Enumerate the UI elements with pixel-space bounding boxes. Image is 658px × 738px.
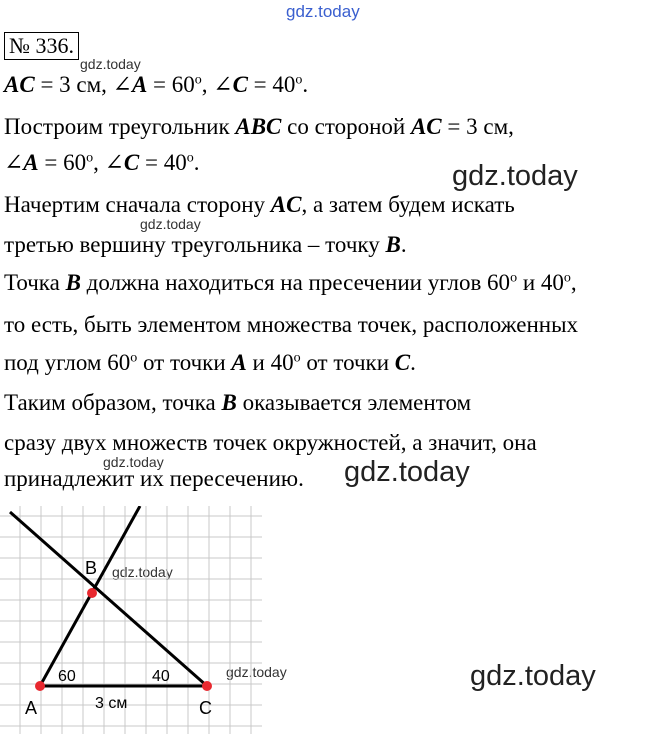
text-part: ∠: [4, 150, 24, 175]
text-part: = 3 см, ∠: [34, 72, 132, 97]
segment-ac: AC: [270, 192, 302, 217]
text-part: от точки: [137, 350, 232, 375]
text-part: , а затем будем искать: [301, 192, 515, 217]
text-part: .: [410, 350, 416, 375]
text-part: = 60: [38, 150, 87, 175]
text-part: , ∠: [201, 72, 233, 97]
text-line-9: [4, 390, 471, 416]
text-part: = 3 см,: [441, 114, 514, 139]
side-length-label: 3 см: [95, 695, 128, 712]
text-line-8: [4, 350, 416, 376]
vertex-a: A: [131, 72, 148, 97]
segment-ac: AC: [410, 114, 442, 139]
vertex-b: B: [385, 232, 401, 257]
watermark-top: gdz.today: [286, 2, 360, 21]
text-part: оказывается элементом: [236, 390, 472, 415]
text-part: = 60: [147, 72, 195, 97]
text-part: ,: [570, 270, 577, 295]
label-a: A: [25, 698, 38, 718]
triangle-figure: [0, 506, 262, 734]
ray-from-c: [10, 512, 207, 686]
watermark-big-2: gdz.today: [344, 456, 470, 488]
text-part: и 40: [517, 270, 564, 295]
text-part: .: [400, 232, 407, 257]
watermark-small-1: gdz.today: [80, 56, 141, 72]
text-line-11: принадлежит их пересечению.: [4, 466, 304, 491]
label-b: B: [85, 558, 98, 578]
text-part: должна находиться на пресечении углов 60: [80, 270, 511, 295]
text-part: и 40: [246, 350, 294, 375]
text-part: со стороной: [281, 114, 411, 139]
text-part: третью вершину треугольника – точку: [4, 232, 386, 257]
degree-mark: o: [194, 72, 202, 88]
text-part: Построим треугольник: [4, 114, 236, 139]
text-part: = 40: [247, 72, 296, 97]
text-line-10: сразу двух множеств точек окружностей, а значит, она: [4, 430, 537, 455]
text-line-5: [4, 232, 407, 258]
text-part: от точки: [300, 350, 395, 375]
text-line-4: [4, 192, 515, 218]
segment-ac: AC: [4, 72, 35, 97]
triangle-abc: ABC: [235, 114, 282, 139]
text-line-6: [4, 270, 577, 296]
degree-mark: o: [563, 270, 571, 286]
problem-number: № 336.: [4, 32, 79, 60]
degree-mark: o: [295, 72, 303, 88]
degree-mark: o: [130, 350, 138, 366]
text-part: Точка: [4, 270, 66, 295]
text-line-7: то есть, быть элементом множества точек, расположенных: [4, 312, 579, 337]
degree-mark: o: [186, 150, 194, 166]
vertex-c: C: [394, 350, 411, 375]
vertex-a: A: [231, 350, 247, 375]
text-part: .: [193, 150, 200, 175]
text-part: , ∠: [93, 150, 124, 175]
text-part: Начертим сначала сторону: [4, 192, 271, 217]
watermark-small-2: gdz.today: [140, 216, 201, 232]
watermark-big-1: gdz.today: [452, 160, 578, 192]
text-part: Таким образом, точка: [4, 390, 222, 415]
watermark-figure-c: gdz.today: [226, 664, 287, 680]
watermark-figure-b: gdz.today: [112, 564, 173, 580]
point-c: [202, 681, 212, 691]
text-line-3: [4, 150, 199, 176]
angle-a-label: 60: [58, 668, 76, 685]
watermark-big-3: gdz.today: [470, 660, 596, 692]
point-a: [35, 681, 45, 691]
given-line: [4, 72, 308, 98]
degree-mark: o: [510, 270, 518, 286]
text-part: .: [302, 72, 309, 97]
point-b: [87, 588, 97, 598]
vertex-c: C: [123, 150, 140, 175]
vertex-a: A: [23, 150, 39, 175]
text-line-2: [4, 114, 514, 140]
degree-mark: o: [86, 150, 94, 166]
label-c: C: [199, 698, 212, 718]
vertex-b: B: [65, 270, 81, 295]
vertex-c: C: [232, 72, 248, 97]
vertex-b: B: [221, 390, 237, 415]
text-part: под углом 60: [4, 350, 131, 375]
text-part: = 40: [139, 150, 187, 175]
watermark-small-3: gdz.today: [103, 454, 164, 470]
degree-mark: o: [293, 350, 301, 366]
angle-c-label: 40: [152, 668, 170, 685]
